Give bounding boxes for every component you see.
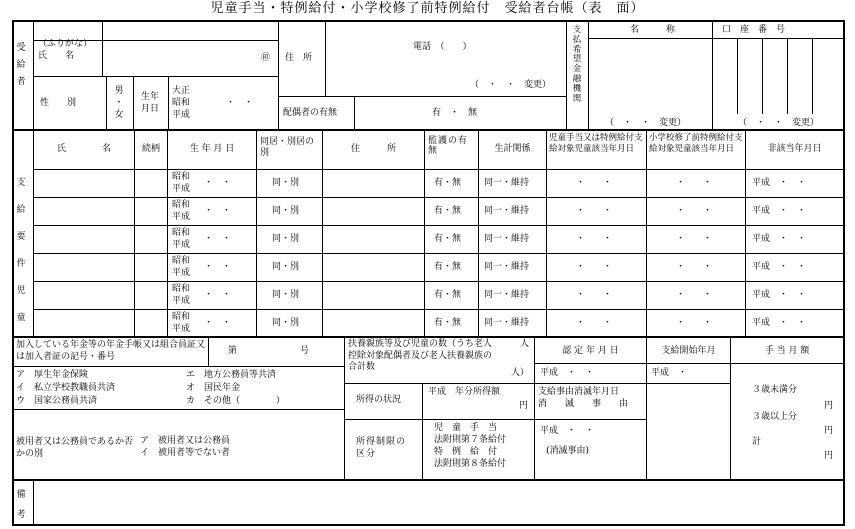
- over-3-yen: 円: [824, 426, 834, 436]
- era-heisei: 平成: [172, 110, 191, 120]
- pension-option-e: エ 地方公務員等共済: [186, 370, 277, 380]
- child-custody-value: 有・無: [434, 262, 462, 272]
- dependents-unit-2: 人）: [511, 368, 530, 378]
- employee-option-a: ア 被用者又は公務員: [140, 436, 231, 446]
- child-birth-dots: ・ ・: [204, 234, 232, 244]
- bank-change-note: （ ・ ・ 変更）: [605, 118, 687, 128]
- child-era-heisei: 平成: [172, 268, 191, 278]
- child-livelihood-value: 同一・維持: [484, 206, 530, 216]
- birth-label-1: 生年: [140, 92, 159, 102]
- total-label: 計: [752, 437, 762, 447]
- pension-option-i: イ 私立学校教職員共済: [16, 383, 116, 393]
- child-preschool-date-value: ・ ・: [676, 318, 713, 328]
- frame-top: [12, 20, 845, 22]
- child-non-applicable-value: 平成 ・ ・: [752, 262, 807, 272]
- limit-option-4: 法附則第８条給付: [434, 459, 507, 469]
- child-custody-value: 有・無: [434, 206, 462, 216]
- era-showa: 昭和: [172, 98, 191, 108]
- child-cohab-value: 同・別: [272, 178, 300, 188]
- spouse-value: 有 ・ 無: [432, 108, 478, 118]
- birth-label-2: 月日: [140, 104, 159, 114]
- income-situation-label: 所得の状況: [356, 395, 402, 405]
- child-non-applicable-header: 非該当年月日: [767, 144, 822, 154]
- employee-option-i: イ 被用者等でない者: [140, 448, 231, 458]
- child-custody-value: 有・無: [434, 290, 462, 300]
- child-livelihood-header: 生計関係: [494, 144, 531, 154]
- gender-male: 男: [114, 86, 124, 96]
- child-name-header: 氏 名: [56, 144, 111, 154]
- under-3-yen: 円: [824, 401, 834, 411]
- dependents-label: 扶養親族等及び児童の数（うち老人控除対象配偶者及び老人扶養親族の合計数: [348, 339, 493, 372]
- pension-option-o: オ 国民年金: [186, 383, 241, 393]
- furigana-label: （ふりがな）: [38, 39, 93, 49]
- child-allowance-date-value: ・ ・: [576, 290, 613, 300]
- start-month-label: 支給開始年月: [661, 346, 716, 356]
- income-yen: 円: [519, 401, 529, 411]
- under-3-label: ３歳未満分: [752, 385, 798, 395]
- name-label: 氏 名: [38, 51, 75, 61]
- child-era-heisei: 平成: [172, 212, 191, 222]
- child-cohab-header: 同居・別居の別: [260, 137, 315, 158]
- bank-side-label: 支払希望金融機関: [572, 25, 582, 104]
- children-side-label: 支給要件児童: [16, 178, 26, 323]
- child-custody-header: 監護の有無: [428, 136, 469, 156]
- child-cohab-value: 同・別: [272, 206, 300, 216]
- child-birth-header: 生 年 月 日: [189, 144, 235, 154]
- frame-left: [12, 20, 14, 526]
- child-era-showa: 昭和: [172, 200, 191, 210]
- page-title: 児童手当・特例給付・小学校修了前特例給付 受給者台帳（表 面）: [210, 1, 645, 16]
- child-allowance-date-value: ・ ・: [576, 318, 613, 328]
- child-livelihood-value: 同一・維持: [484, 318, 530, 328]
- child-allowance-date-header: 児童手当又は特例給付支給対象児童該当年月日: [549, 133, 643, 154]
- income-year-label: 平成 年分所得額: [428, 387, 501, 397]
- employee-label: 被用者又は公務員であるか否かの別: [16, 437, 134, 459]
- child-address-header: 住 所: [350, 144, 396, 154]
- child-era-heisei: 平成: [172, 324, 191, 334]
- child-livelihood-value: 同一・維持: [484, 178, 530, 188]
- child-era-heisei: 平成: [172, 296, 191, 306]
- child-cohab-value: 同・別: [272, 234, 300, 244]
- child-allowance-date-value: ・ ・: [576, 206, 613, 216]
- child-era-showa: 昭和: [172, 284, 191, 294]
- frame-right: [843, 20, 845, 526]
- child-livelihood-value: 同一・維持: [484, 262, 530, 272]
- total-yen: 円: [824, 451, 834, 461]
- extinction-reason-label: 消 滅 事 由: [538, 399, 629, 409]
- dependents-unit: 人: [520, 339, 530, 349]
- child-preschool-date-value: ・ ・: [676, 206, 713, 216]
- income-limit-label: 所得制限の区分: [356, 437, 407, 459]
- child-birth-dots: ・ ・: [204, 262, 232, 272]
- over-3-label: ３歳以上分: [752, 412, 798, 422]
- child-custody-value: 有・無: [434, 234, 462, 244]
- gender-dot: ・: [114, 98, 124, 108]
- child-non-applicable-value: 平成 ・ ・: [752, 318, 807, 328]
- birth-date-dots: ・ ・: [226, 98, 254, 108]
- child-non-applicable-value: 平成 ・ ・: [752, 234, 807, 244]
- child-era-showa: 昭和: [172, 172, 191, 182]
- start-month-value: 平成 ・: [651, 368, 688, 378]
- child-preschool-date-header: 小学校修了前特例給付支給対象児童該当年月日: [649, 133, 743, 154]
- extinction-date-label: 支給事由消滅年月日: [538, 387, 620, 397]
- child-livelihood-value: 同一・維持: [484, 290, 530, 300]
- recipient-side-label: 受給者: [16, 43, 26, 87]
- child-preschool-date-value: ・ ・: [676, 178, 713, 188]
- pension-header: 加入している年金等の年金手帳又は組合員証又は加入者証の記号・番号: [16, 340, 206, 362]
- approval-date-label: 認 定 年 月 日: [562, 346, 619, 356]
- child-livelihood-value: 同一・維持: [484, 234, 530, 244]
- account-number-header: 口 座 番 号: [722, 25, 786, 35]
- phone-label: 電話 （ ）: [413, 42, 472, 52]
- child-preschool-date-value: ・ ・: [676, 262, 713, 272]
- pension-option-u: ウ 国家公務員共済: [16, 396, 98, 406]
- approval-date-value: 平成 ・ ・: [540, 368, 595, 378]
- child-custody-value: 有・無: [434, 318, 462, 328]
- child-era-showa: 昭和: [172, 256, 191, 266]
- child-era-showa: 昭和: [172, 228, 191, 238]
- child-birth-dots: ・ ・: [204, 178, 232, 188]
- child-birth-dots: ・ ・: [204, 318, 232, 328]
- era-taisho: 大正: [172, 86, 191, 96]
- child-preschool-date-value: ・ ・: [676, 234, 713, 244]
- account-change-note: （ ・ ・ 変更）: [738, 118, 820, 128]
- address-label: 住 所: [285, 53, 313, 63]
- child-custody-value: 有・無: [434, 178, 462, 188]
- frame-bottom: [12, 524, 845, 526]
- limit-option-3: 特 例 給 付: [434, 447, 498, 457]
- child-era-heisei: 平成: [172, 184, 191, 194]
- child-allowance-date-value: ・ ・: [576, 262, 613, 272]
- extinction-reason-value: (消滅事由): [546, 446, 590, 456]
- child-cohab-value: 同・別: [272, 290, 300, 300]
- pension-option-a: ア 厚生年金保険: [16, 370, 89, 380]
- spouse-label: 配偶者の有無: [283, 108, 338, 118]
- gender-female: 女: [114, 110, 124, 120]
- pension-number-label: 第 号: [228, 346, 310, 356]
- child-cohab-value: 同・別: [272, 318, 300, 328]
- limit-option-1: 児 童 手 当: [434, 423, 498, 433]
- seal-mark: ㊞: [261, 53, 271, 63]
- child-non-applicable-value: 平成 ・ ・: [752, 178, 807, 188]
- child-non-applicable-value: 平成 ・ ・: [752, 206, 807, 216]
- child-birth-dots: ・ ・: [204, 206, 232, 216]
- remarks-label: 備考: [16, 490, 26, 520]
- bank-name-header: 名 称: [630, 25, 676, 35]
- child-allowance-date-value: ・ ・: [576, 234, 613, 244]
- child-era-showa: 昭和: [172, 312, 191, 322]
- child-allowance-date-value: ・ ・: [576, 178, 613, 188]
- address-change-note: （ ・ ・ 変更）: [470, 80, 552, 90]
- monthly-amount-label: 手 当 月 額: [764, 346, 810, 356]
- child-cohab-value: 同・別: [272, 262, 300, 272]
- gender-label: 性 別: [40, 98, 77, 108]
- child-preschool-date-value: ・ ・: [676, 290, 713, 300]
- extinction-date-value: 平成 ・ ・: [540, 426, 595, 436]
- pension-option-ka: カ その他（ ）: [186, 396, 286, 406]
- child-birth-dots: ・ ・: [204, 290, 232, 300]
- child-era-heisei: 平成: [172, 240, 191, 250]
- child-relation-header: 続柄: [141, 144, 160, 154]
- limit-option-2: 法附則第７条給付: [434, 435, 507, 445]
- child-non-applicable-value: 平成 ・ ・: [752, 290, 807, 300]
